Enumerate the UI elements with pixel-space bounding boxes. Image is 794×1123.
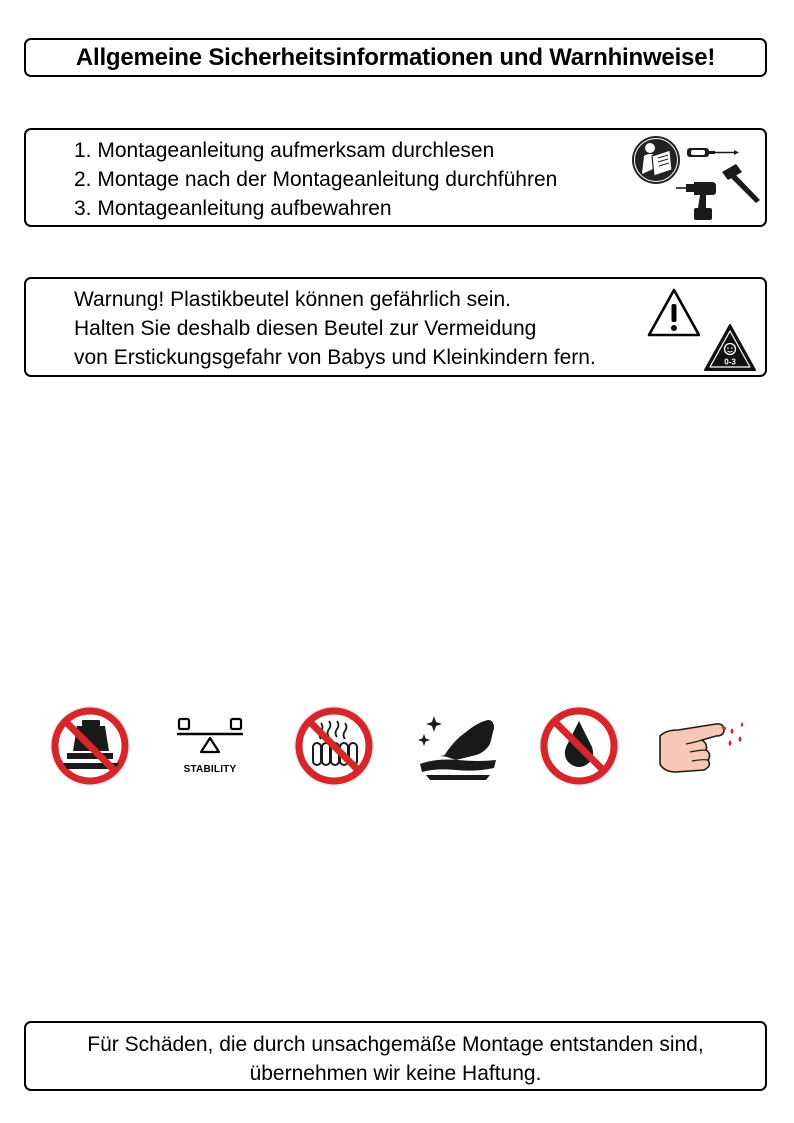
hammer-icon bbox=[720, 162, 764, 204]
stability-label: STABILITY bbox=[183, 764, 237, 775]
step-item: 3. Montageanleitung aufbewahren bbox=[74, 197, 392, 220]
assembly-steps-box bbox=[24, 128, 767, 227]
warning-line: Halten Sie deshalb diesen Beutel zur Vermeidung bbox=[74, 317, 537, 340]
screwdriver-icon bbox=[686, 146, 740, 160]
warning-line: Warnung! Plastikbeutel können gefährlich sein. bbox=[74, 288, 511, 311]
age-restriction-icon bbox=[703, 323, 757, 373]
plastic-bag-warning-box bbox=[24, 277, 767, 377]
step-item: 2. Montage nach der Montageanleitung durchführen bbox=[74, 168, 558, 191]
drill-icon bbox=[676, 180, 720, 222]
liability-box bbox=[24, 1021, 767, 1091]
no-liquid-icon bbox=[538, 705, 620, 787]
warning-line: von Erstickungsgefahr von Babys und Kleinkindern fern. bbox=[74, 346, 596, 369]
assembly-steps-list bbox=[74, 136, 557, 223]
finger-injury-icon bbox=[656, 714, 752, 774]
title-box bbox=[24, 38, 767, 77]
soft-cloth-icon bbox=[416, 712, 498, 784]
warning-text bbox=[74, 285, 596, 372]
read-manual-icon bbox=[630, 134, 682, 186]
page-title: Allgemeine Sicherheitsinformationen und Warnhinweise! bbox=[75, 44, 716, 71]
no-heat-icon bbox=[293, 705, 375, 787]
warning-triangle-icon bbox=[646, 287, 702, 339]
no-heavy-load-icon bbox=[49, 705, 131, 787]
stability-icon bbox=[175, 716, 247, 775]
liability-line: Für Schäden, die durch unsachgemäße Montage entstanden sind, bbox=[87, 1033, 704, 1056]
step-item: 1. Montageanleitung aufmerksam durchlesen bbox=[74, 139, 495, 162]
liability-line: übernehmen wir keine Haftung. bbox=[249, 1062, 542, 1085]
liability-text bbox=[26, 1030, 765, 1088]
age-badge-text: 0-3 bbox=[724, 357, 736, 367]
